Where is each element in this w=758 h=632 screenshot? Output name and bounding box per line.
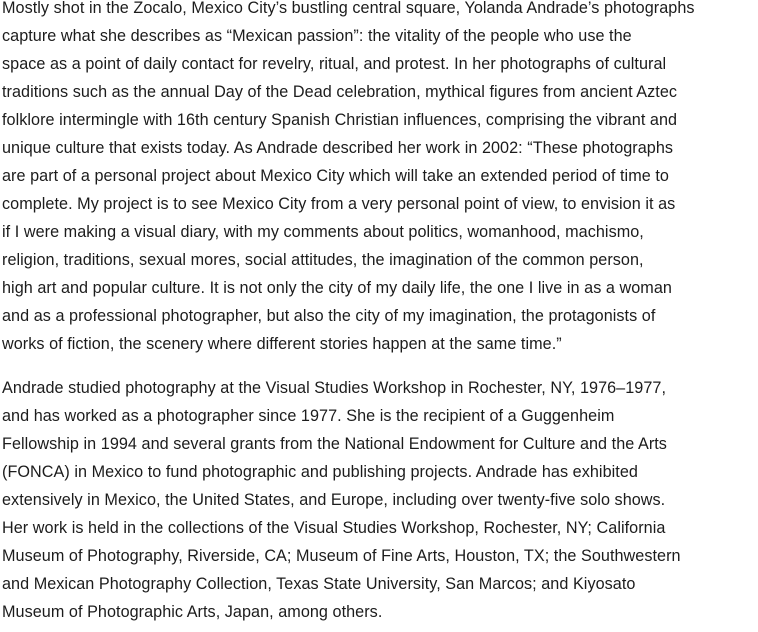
text-line: folklore intermingle with 16th century Spanish Christian influences, comprising the vibrant and [2,111,678,129]
text-line: if I were making a visual diary, with my comments about politics, womanhood, machismo, [2,223,644,241]
text-line: Fellowship in 1994 and several grants from the National Endowment for Culture and the Arts [2,435,667,453]
text-line: (FONCA) in Mexico to fund photographic and publishing projects. Andrade has exhibited [2,463,638,481]
text-line: Museum of Photography, Riverside, CA; Museum of Fine Arts, Houston, TX; the Southwestern [2,547,681,565]
text-line: Andrade studied photography at the Visual Studies Workshop in Rochester, NY, 1976–1977, [2,379,666,397]
text-line: capture what she describes as “Mexican passion”: the vitality of the people who use the [2,27,632,45]
text-line: Mostly shot in the Zocalo, Mexico City’s bustling central square, Yolanda Andrade’s photographs [2,0,695,17]
text-line: works of fiction, the scenery where different stories happen at the same time.” [2,335,562,353]
text-line: and Mexican Photography Collection, Texas State University, San Marcos; and Kiyosato [2,575,636,593]
text-line: Museum of Photographic Arts, Japan, among others. [2,603,383,621]
text-line: complete. My project is to see Mexico City from a very personal point of view, to envision it as [2,195,676,213]
text-line: religion, traditions, sexual mores, social attitudes, the imagination of the common person, [2,251,644,269]
text-line: high art and popular culture. It is not only the city of my daily life, the one I live in as a woman [2,279,672,297]
text-line: traditions such as the annual Day of the Dead celebration, mythical figures from ancient Aztec [2,83,678,101]
paragraph-zocalo-photographs [2,0,758,364]
text-line: Her work is held in the collections of the Visual Studies Workshop, Rochester, NY; California [2,519,666,537]
text-line: and has worked as a photographer since 1977. She is the recipient of a Guggenheim [2,407,615,425]
text-line: are part of a personal project about Mexico City which will take an extended period of time to [2,167,669,185]
text-line: extensively in Mexico, the United States, and Europe, including over twenty-five solo shows. [2,491,666,509]
text-line: space as a point of daily contact for revelry, ritual, and protest. In her photographs of cultural [2,55,667,73]
text-line: and as a professional photographer, but also the city of my imagination, the protagonists of [2,307,656,325]
text-line: unique culture that exists today. As Andrade described her work in 2002: “These photographs [2,139,674,157]
paragraph-biography [2,380,758,632]
